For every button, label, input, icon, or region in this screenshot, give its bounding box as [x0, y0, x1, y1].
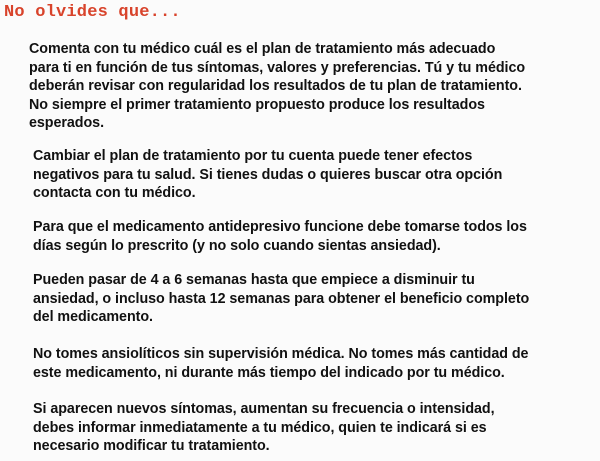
- advice-paragraph-daily-dose: [33, 218, 527, 255]
- paragraph-line: Si aparecen nuevos síntomas, aumentan su frecuencia o intensidad,: [33, 401, 495, 417]
- paragraph-line: días según lo prescrito (y no solo cuando sientas ansiedad).: [33, 237, 441, 254]
- paragraph-line: del medicamento.: [33, 309, 153, 325]
- advice-paragraph-new-symptoms: [33, 400, 495, 456]
- paragraph-line: contacta con tu médico.: [33, 185, 196, 201]
- paragraph-line: No siempre el primer tratamiento propuesto produce los resultados: [29, 96, 485, 113]
- paragraph-line: Para que el medicamento antidepresivo funcione debe tomarse todos los: [33, 219, 527, 235]
- advice-paragraph-change-plan: [33, 147, 502, 203]
- paragraph-line: deberán revisar con regularidad los resultados de tu plan de tratamiento.: [29, 78, 522, 94]
- paragraph-line: este medicamento, ni durante más tiempo del indicado por tu médico.: [33, 364, 505, 381]
- paragraph-line: para ti en función de tus síntomas, valores y preferencias. Tú y tu médico: [29, 59, 526, 76]
- advice-paragraph-anxiolytics: [33, 345, 528, 382]
- paragraph-line: negativos para tu salud. Si tienes dudas o quieres buscar otra opción: [33, 166, 503, 183]
- paragraph-line: Comenta con tu médico cuál es el plan de tratamiento más adecuado: [29, 41, 496, 57]
- advice-paragraph-treatment-plan: [29, 40, 525, 133]
- paragraph-line: No tomes ansiolíticos sin supervisión médica. No tomes más cantidad de: [33, 346, 529, 362]
- page-title: No olvides que...: [4, 3, 181, 22]
- paragraph-line: ansiedad, o incluso hasta 12 semanas para obtener el beneficio completo: [33, 290, 530, 307]
- paragraph-line: esperados.: [29, 115, 104, 131]
- paragraph-line: Cambiar el plan de tratamiento por tu cuenta puede tener efectos: [33, 148, 473, 164]
- paragraph-line: debes informar inmediatamente a tu médico, quien te indicará si es: [33, 419, 487, 436]
- advice-paragraph-time-to-effect: [33, 271, 529, 327]
- paragraph-line: necesario modificar tu tratamiento.: [33, 438, 270, 454]
- paragraph-line: Pueden pasar de 4 a 6 semanas hasta que empiece a disminuir tu: [33, 272, 475, 288]
